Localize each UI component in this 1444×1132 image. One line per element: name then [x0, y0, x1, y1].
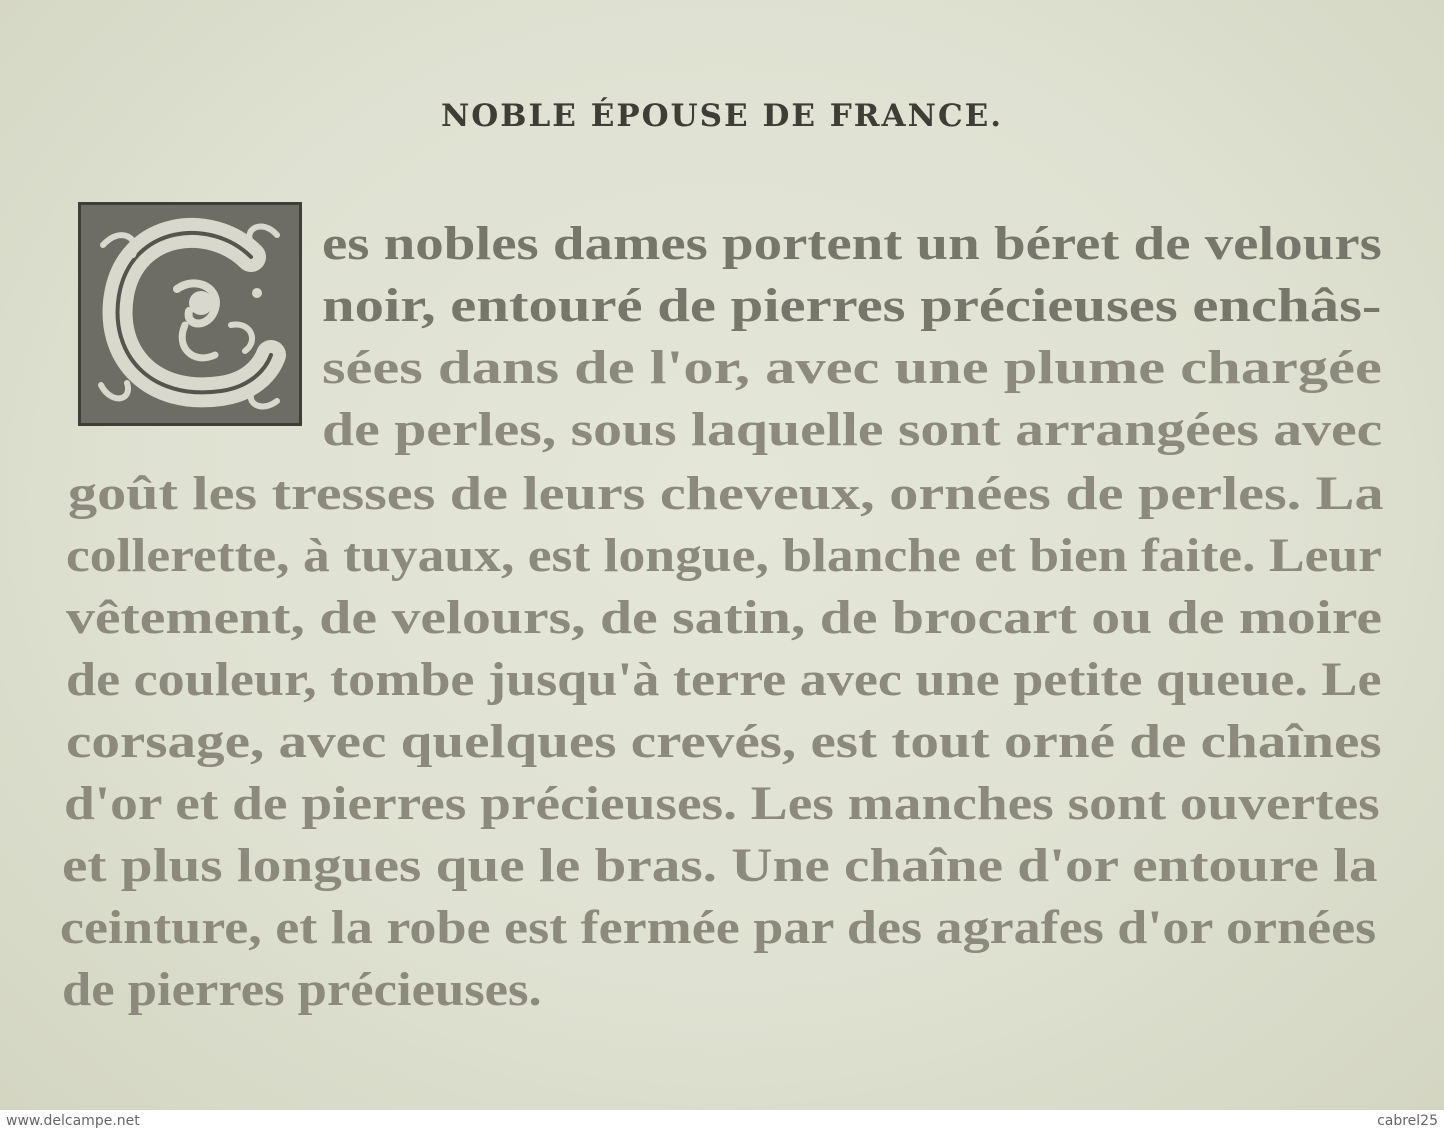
text-line-2: noir, entouré de pierres précieuses enchâs-: [322, 279, 1382, 332]
text-line-11: et plus longues que le bras. Une chaîne d'or entoure la: [62, 839, 1378, 892]
text-line-12: ceinture, et la robe est fermée par des agrafes d'or ornées: [60, 901, 1377, 954]
text-line-8: de couleur, tombe jusqu'à terre avec une petite queue. Le: [66, 653, 1382, 706]
text-line-4: de perles, sous laquelle sont arrangées avec: [322, 403, 1383, 456]
watermark-site: www.delcampe.net: [6, 1113, 140, 1129]
ornate-c-icon: [81, 205, 299, 423]
text-line-6: collerette, à tuyaux, est longue, blanche et bien faite. Leur: [66, 529, 1382, 582]
text-line-1: es nobles dames portent un béret de velours: [322, 217, 1382, 270]
text-line-10: d'or et de pierres précieuses. Les manches sont ouvertes: [64, 777, 1380, 830]
watermark-bar: [0, 1110, 1444, 1132]
page-title: NOBLE ÉPOUSE DE FRANCE.: [440, 98, 1004, 134]
text-line-13: de pierres précieuses.: [62, 963, 542, 1016]
text-line-9: corsage, avec quelques crevés, est tout orné de chaînes: [66, 715, 1382, 768]
text-line-3: sées dans de l'or, avec une plume chargée: [322, 341, 1382, 394]
drop-cap-ornament: [78, 202, 302, 426]
text-line-7: vêtement, de velours, de satin, de brocart ou de moire: [66, 591, 1383, 644]
watermark-user: cabrel25: [1377, 1113, 1438, 1129]
text-line-5: goût les tresses de leurs cheveux, ornées de perles. La: [68, 467, 1384, 520]
